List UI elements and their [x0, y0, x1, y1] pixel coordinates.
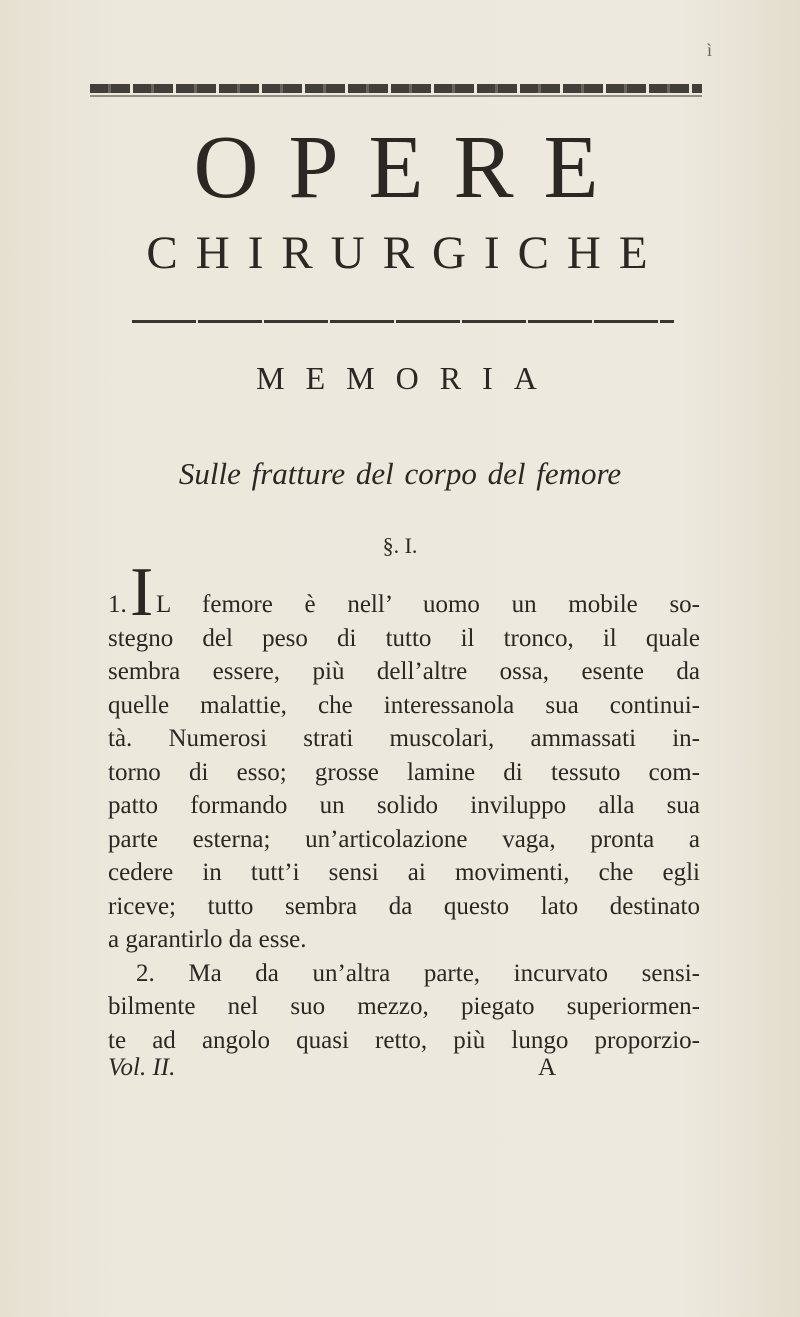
- text-line: te ad angolo quasi retto, più lungo proporzio-: [108, 1026, 700, 1054]
- top-ornamental-rule: [90, 84, 702, 93]
- page-title: OPERE: [193, 118, 629, 217]
- paragraph-number: 1.: [108, 591, 127, 618]
- text-line: 2. Ma da un’altra parte, incurvato sensi-: [136, 959, 700, 987]
- text-line: patto formando un solido inviluppo alla sua: [108, 792, 700, 819]
- first-line: [108, 554, 700, 631]
- memoria-heading: Sulle fratture del corpo del femore: [178, 456, 622, 491]
- text-line: stegno del peso di tutto il tronco, il quale: [108, 624, 700, 652]
- first-line-text: L femore è nell’ uomo un mobile so-: [156, 591, 700, 618]
- page-subtitle: CHIRURGICHE: [146, 227, 666, 279]
- drop-cap: I: [130, 554, 154, 631]
- volume-label: Vol. II.: [108, 1054, 176, 1081]
- text-line: tà. Numerosi strati muscolari, ammassati in-: [108, 725, 700, 752]
- top-thin-rule: [90, 95, 702, 97]
- page-footer: [108, 1055, 588, 1080]
- text-line: a garantirlo da esse.: [108, 926, 307, 953]
- text-line: cedere in tutt’i sensi ai movimenti, che egli: [108, 859, 700, 886]
- text-line: sembra essere, più dell’altre ossa, esente da: [108, 658, 700, 685]
- text-line: bilmente nel suo mezzo, piegato superiormen-: [108, 993, 700, 1020]
- text-line: quelle malattie, che interessanola sua continui-: [108, 691, 700, 719]
- corner-mark: ì: [706, 40, 712, 60]
- section-number: §. I.: [382, 533, 418, 558]
- text-line: torno di esso; grosse lamine di tessuto com-: [108, 758, 700, 786]
- text-line: parte esterna; un’articolazione vaga, pronta a: [108, 825, 700, 853]
- body-text: [108, 554, 700, 1057]
- signature-mark: A: [538, 1054, 557, 1081]
- text-line: riceve; tutto sembra da questo lato destinato: [108, 892, 700, 920]
- memoria-label: MEMORIA: [256, 360, 558, 396]
- section-divider: [132, 320, 674, 323]
